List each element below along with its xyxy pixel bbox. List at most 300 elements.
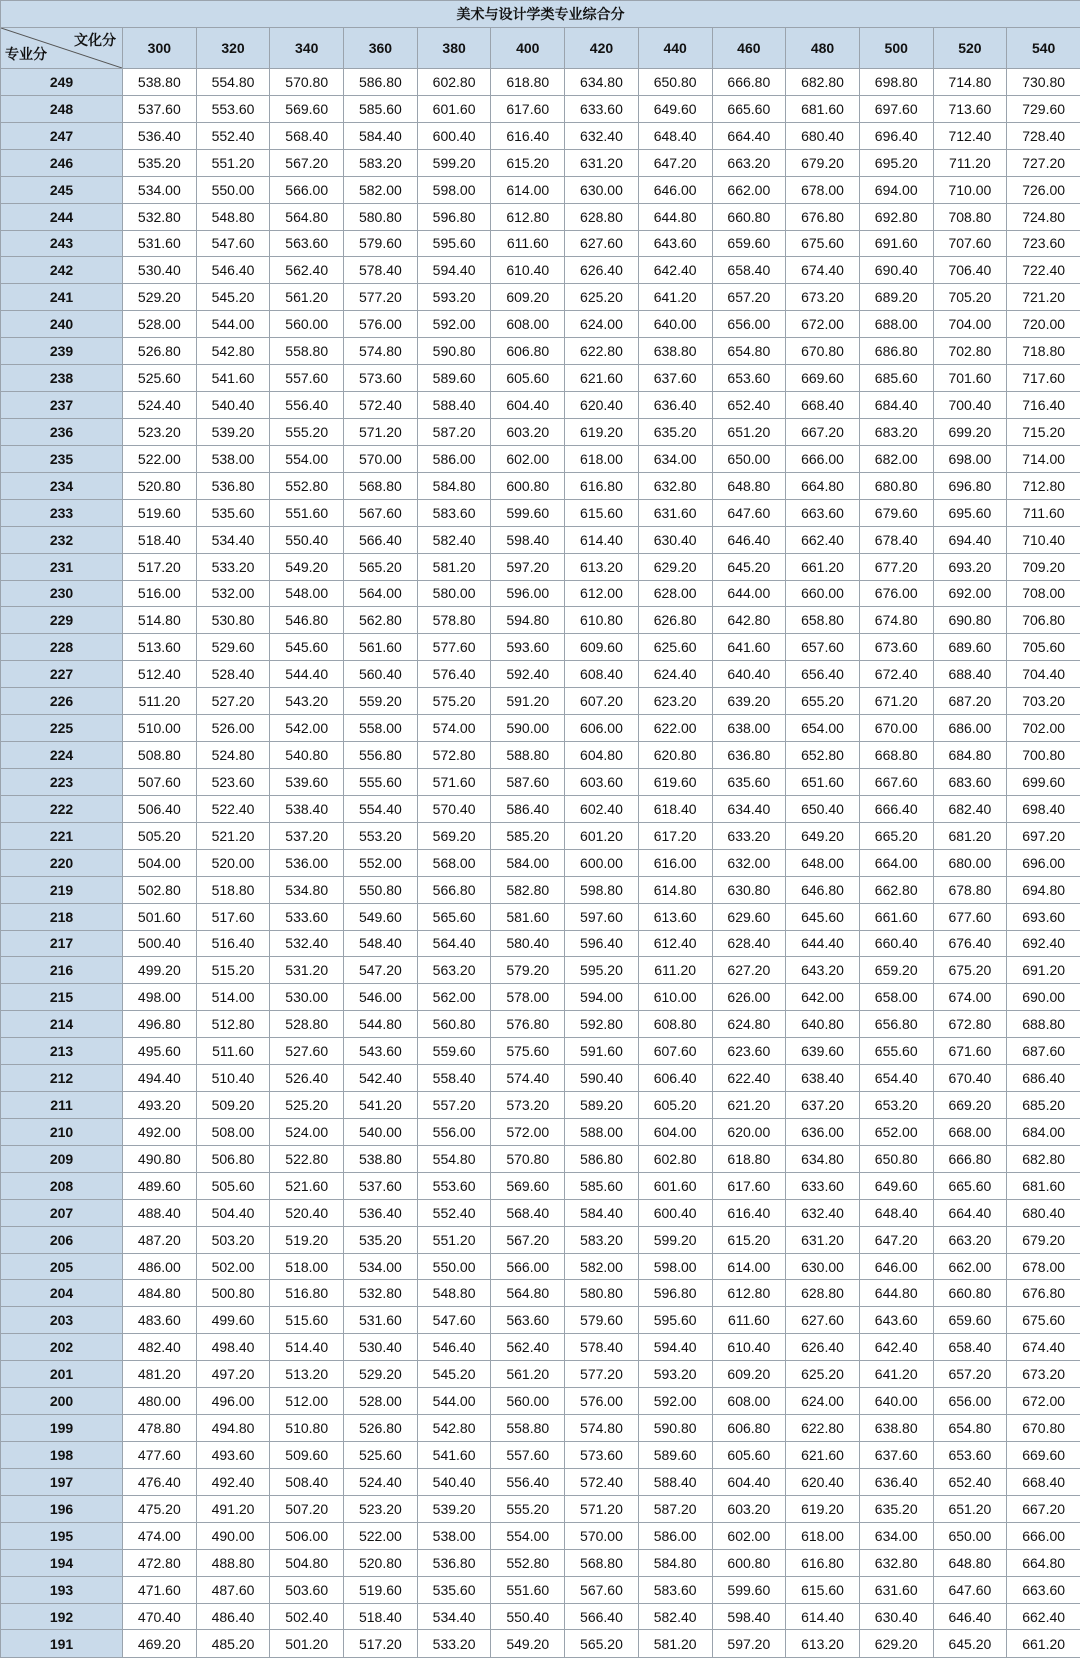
- table-cell: 597.20: [491, 553, 565, 580]
- table-cell: 550.80: [344, 876, 418, 903]
- table-row: [1, 338, 1080, 365]
- table-cell: 698.80: [859, 69, 933, 96]
- table-cell: 626.40: [565, 257, 639, 284]
- table-cell: 662.40: [786, 526, 860, 553]
- table-cell: 562.80: [344, 607, 418, 634]
- table-cell: 649.20: [786, 822, 860, 849]
- table-cell: 640.80: [786, 1011, 860, 1038]
- table-cell: 726.00: [1007, 176, 1080, 203]
- table-cell: 606.80: [712, 1415, 786, 1442]
- table-cell: 677.60: [933, 903, 1007, 930]
- table-cell: 593.60: [491, 634, 565, 661]
- table-cell: 635.60: [712, 768, 786, 795]
- table-cell: 711.20: [933, 149, 1007, 176]
- table-cell: 593.20: [638, 1361, 712, 1388]
- table-cell: 616.00: [638, 849, 712, 876]
- table-cell: 555.20: [270, 418, 344, 445]
- table-row: [1, 365, 1080, 392]
- table-cell: 513.20: [270, 1361, 344, 1388]
- row-header: 241: [1, 284, 123, 311]
- table-row: [1, 69, 1080, 96]
- table-cell: 707.60: [933, 230, 1007, 257]
- table-cell: 724.80: [1007, 203, 1080, 230]
- table-cell: 674.00: [933, 984, 1007, 1011]
- table-cell: 594.40: [638, 1334, 712, 1361]
- table-cell: 670.80: [786, 338, 860, 365]
- table-cell: 653.60: [712, 365, 786, 392]
- table-cell: 503.20: [196, 1226, 270, 1253]
- table-cell: 656.00: [933, 1388, 1007, 1415]
- table-cell: 650.40: [786, 795, 860, 822]
- table-cell: 661.20: [786, 553, 860, 580]
- table-cell: 522.40: [196, 795, 270, 822]
- table-cell: 504.80: [270, 1549, 344, 1576]
- table-cell: 638.00: [712, 715, 786, 742]
- table-cell: 662.00: [712, 176, 786, 203]
- table-cell: 627.60: [565, 230, 639, 257]
- table-cell: 675.60: [1007, 1307, 1080, 1334]
- table-cell: 554.80: [196, 69, 270, 96]
- row-header: 217: [1, 930, 123, 957]
- table-cell: 557.60: [491, 1442, 565, 1469]
- table-cell: 627.20: [712, 957, 786, 984]
- table-cell: 598.40: [712, 1603, 786, 1630]
- table-cell: 592.80: [565, 1011, 639, 1038]
- table-cell: 483.60: [123, 1307, 197, 1334]
- table-cell: 715.20: [1007, 418, 1080, 445]
- table-cell: 634.80: [786, 1145, 860, 1172]
- table-cell: 498.40: [196, 1334, 270, 1361]
- table-cell: 572.80: [417, 742, 491, 769]
- table-row: [1, 768, 1080, 795]
- table-cell: 536.40: [344, 1199, 418, 1226]
- table-cell: 658.40: [933, 1334, 1007, 1361]
- table-cell: 689.20: [859, 284, 933, 311]
- table-cell: 661.20: [1007, 1630, 1080, 1658]
- table-cell: 525.20: [270, 1092, 344, 1119]
- table-cell: 558.40: [417, 1065, 491, 1092]
- table-cell: 714.80: [933, 69, 1007, 96]
- culture-score-label: 文化分: [74, 32, 116, 48]
- table-cell: 672.00: [1007, 1388, 1080, 1415]
- table-cell: 664.00: [859, 849, 933, 876]
- table-cell: 692.40: [1007, 930, 1080, 957]
- table-cell: 684.00: [1007, 1118, 1080, 1145]
- table-cell: 489.60: [123, 1172, 197, 1199]
- table-cell: 615.20: [491, 149, 565, 176]
- column-header: 540: [1007, 28, 1080, 69]
- table-cell: 631.60: [638, 499, 712, 526]
- table-cell: 522.00: [344, 1522, 418, 1549]
- column-header: 520: [933, 28, 1007, 69]
- table-cell: 648.80: [712, 472, 786, 499]
- table-cell: 596.00: [491, 580, 565, 607]
- table-cell: 594.00: [565, 984, 639, 1011]
- table-cell: 549.60: [344, 903, 418, 930]
- table-row: [1, 257, 1080, 284]
- table-cell: 676.80: [786, 203, 860, 230]
- table-cell: 542.40: [344, 1065, 418, 1092]
- table-cell: 537.20: [270, 822, 344, 849]
- table-cell: 614.00: [712, 1253, 786, 1280]
- table-cell: 696.80: [933, 472, 1007, 499]
- table-cell: 518.40: [344, 1603, 418, 1630]
- table-cell: 519.60: [344, 1576, 418, 1603]
- table-cell: 688.80: [1007, 1011, 1080, 1038]
- table-cell: 541.60: [417, 1442, 491, 1469]
- table-cell: 612.80: [712, 1280, 786, 1307]
- table-cell: 540.80: [270, 742, 344, 769]
- table-cell: 542.80: [417, 1415, 491, 1442]
- row-header: 223: [1, 768, 123, 795]
- table-cell: 504.40: [196, 1199, 270, 1226]
- table-cell: 477.60: [123, 1442, 197, 1469]
- table-cell: 604.40: [712, 1468, 786, 1495]
- table-cell: 690.80: [933, 607, 1007, 634]
- table-cell: 664.80: [1007, 1549, 1080, 1576]
- table-cell: 522.00: [123, 445, 197, 472]
- table-cell: 717.60: [1007, 365, 1080, 392]
- column-header: 340: [270, 28, 344, 69]
- table-cell: 532.40: [270, 930, 344, 957]
- table-cell: 625.60: [638, 634, 712, 661]
- table-cell: 662.80: [859, 876, 933, 903]
- table-cell: 535.20: [344, 1226, 418, 1253]
- table-cell: 521.20: [196, 822, 270, 849]
- table-cell: 630.40: [859, 1603, 933, 1630]
- table-cell: 503.60: [270, 1576, 344, 1603]
- table-cell: 538.80: [344, 1145, 418, 1172]
- table-cell: 591.60: [565, 1038, 639, 1065]
- table-cell: 590.80: [638, 1415, 712, 1442]
- table-cell: 533.20: [196, 553, 270, 580]
- table-cell: 518.80: [196, 876, 270, 903]
- table-row: [1, 1576, 1080, 1603]
- table-cell: 518.00: [270, 1253, 344, 1280]
- table-cell: 609.20: [491, 284, 565, 311]
- table-cell: 619.20: [565, 418, 639, 445]
- table-cell: 666.00: [786, 445, 860, 472]
- table-cell: 510.80: [270, 1415, 344, 1442]
- table-cell: 657.20: [712, 284, 786, 311]
- table-cell: 705.60: [1007, 634, 1080, 661]
- table-row: [1, 472, 1080, 499]
- table-cell: 698.40: [1007, 795, 1080, 822]
- table-cell: 548.40: [344, 930, 418, 957]
- table-cell: 647.20: [638, 149, 712, 176]
- table-cell: 560.80: [417, 1011, 491, 1038]
- table-cell: 510.00: [123, 715, 197, 742]
- table-cell: 575.60: [491, 1038, 565, 1065]
- table-cell: 520.80: [344, 1549, 418, 1576]
- row-header: 232: [1, 526, 123, 553]
- table-cell: 639.20: [712, 688, 786, 715]
- table-cell: 529.20: [123, 284, 197, 311]
- table-cell: 699.20: [933, 418, 1007, 445]
- table-cell: 520.40: [270, 1199, 344, 1226]
- table-cell: 577.60: [417, 634, 491, 661]
- table-cell: 586.80: [565, 1145, 639, 1172]
- table-cell: 588.40: [638, 1468, 712, 1495]
- table-cell: 630.40: [638, 526, 712, 553]
- table-cell: 484.80: [123, 1280, 197, 1307]
- table-cell: 584.40: [344, 122, 418, 149]
- table-cell: 679.20: [1007, 1226, 1080, 1253]
- table-cell: 570.40: [417, 795, 491, 822]
- table-cell: 618.00: [786, 1522, 860, 1549]
- table-cell: 592.00: [638, 1388, 712, 1415]
- table-cell: 568.00: [417, 849, 491, 876]
- table-cell: 695.60: [933, 499, 1007, 526]
- table-cell: 586.80: [344, 69, 418, 96]
- table-row: [1, 1038, 1080, 1065]
- table-cell: 570.80: [270, 69, 344, 96]
- table-cell: 549.20: [491, 1630, 565, 1658]
- table-row: [1, 822, 1080, 849]
- table-cell: 485.20: [196, 1630, 270, 1658]
- table-cell: 566.80: [417, 876, 491, 903]
- table-cell: 683.60: [933, 768, 1007, 795]
- table-cell: 508.00: [196, 1118, 270, 1145]
- table-cell: 556.80: [344, 742, 418, 769]
- table-cell: 611.60: [491, 230, 565, 257]
- table-cell: 586.00: [417, 445, 491, 472]
- table-cell: 578.80: [417, 607, 491, 634]
- table-cell: 609.20: [712, 1361, 786, 1388]
- table-cell: 532.00: [196, 580, 270, 607]
- table-cell: 626.80: [638, 607, 712, 634]
- table-cell: 695.20: [859, 149, 933, 176]
- table-cell: 712.40: [933, 122, 1007, 149]
- table-cell: 602.40: [565, 795, 639, 822]
- table-cell: 610.40: [491, 257, 565, 284]
- table-cell: 494.40: [123, 1065, 197, 1092]
- table-cell: 654.40: [859, 1065, 933, 1092]
- table-row: [1, 634, 1080, 661]
- table-cell: 644.40: [786, 930, 860, 957]
- column-header: 400: [491, 28, 565, 69]
- table-cell: 676.80: [1007, 1280, 1080, 1307]
- table-row: [1, 607, 1080, 634]
- row-header: 225: [1, 715, 123, 742]
- column-header: 320: [196, 28, 270, 69]
- table-cell: 471.60: [123, 1576, 197, 1603]
- table-cell: 664.80: [786, 472, 860, 499]
- table-cell: 481.20: [123, 1361, 197, 1388]
- table-cell: 670.40: [933, 1065, 1007, 1092]
- table-cell: 658.80: [786, 607, 860, 634]
- table-cell: 508.80: [123, 742, 197, 769]
- row-header: 240: [1, 311, 123, 338]
- table-cell: 553.60: [417, 1172, 491, 1199]
- table-cell: 539.20: [417, 1495, 491, 1522]
- table-cell: 600.80: [712, 1549, 786, 1576]
- table-cell: 589.60: [417, 365, 491, 392]
- table-row: [1, 1199, 1080, 1226]
- table-cell: 595.20: [565, 957, 639, 984]
- table-cell: 567.20: [491, 1226, 565, 1253]
- column-header: 360: [344, 28, 418, 69]
- table-cell: 680.80: [859, 472, 933, 499]
- table-cell: 606.00: [565, 715, 639, 742]
- table-cell: 475.20: [123, 1495, 197, 1522]
- table-cell: 612.00: [565, 580, 639, 607]
- table-cell: 647.60: [933, 1576, 1007, 1603]
- table-cell: 517.60: [196, 903, 270, 930]
- table-cell: 665.60: [933, 1172, 1007, 1199]
- table-cell: 502.40: [270, 1603, 344, 1630]
- row-header: 220: [1, 849, 123, 876]
- table-cell: 553.20: [344, 822, 418, 849]
- table-cell: 649.60: [638, 95, 712, 122]
- table-cell: 608.00: [712, 1388, 786, 1415]
- table-cell: 569.60: [491, 1172, 565, 1199]
- table-cell: 600.80: [491, 472, 565, 499]
- table-cell: 703.20: [1007, 688, 1080, 715]
- table-cell: 684.40: [859, 392, 933, 419]
- table-row: [1, 392, 1080, 419]
- table-cell: 565.20: [344, 553, 418, 580]
- table-cell: 512.00: [270, 1388, 344, 1415]
- table-cell: 694.00: [859, 176, 933, 203]
- table-cell: 646.40: [712, 526, 786, 553]
- table-cell: 655.20: [786, 688, 860, 715]
- table-row: [1, 849, 1080, 876]
- table-cell: 616.80: [565, 472, 639, 499]
- row-header: 209: [1, 1145, 123, 1172]
- row-header: 212: [1, 1065, 123, 1092]
- table-cell: 571.60: [417, 768, 491, 795]
- table-cell: 552.80: [270, 472, 344, 499]
- column-header: 500: [859, 28, 933, 69]
- table-row: [1, 1092, 1080, 1119]
- table-cell: 693.60: [1007, 903, 1080, 930]
- table-cell: 510.40: [196, 1065, 270, 1092]
- table-cell: 654.80: [933, 1415, 1007, 1442]
- table-row: [1, 1630, 1080, 1658]
- row-header: 234: [1, 472, 123, 499]
- table-cell: 620.00: [712, 1118, 786, 1145]
- table-cell: 605.60: [712, 1442, 786, 1469]
- table-cell: 578.00: [491, 984, 565, 1011]
- table-row: [1, 95, 1080, 122]
- table-cell: 526.40: [270, 1065, 344, 1092]
- table-row: [1, 1118, 1080, 1145]
- table-row: [1, 1361, 1080, 1388]
- table-cell: 636.00: [786, 1118, 860, 1145]
- table-cell: 634.00: [859, 1522, 933, 1549]
- table-cell: 640.40: [712, 661, 786, 688]
- table-cell: 669.60: [786, 365, 860, 392]
- table-cell: 599.20: [417, 149, 491, 176]
- table-cell: 670.80: [1007, 1415, 1080, 1442]
- row-header: 211: [1, 1092, 123, 1119]
- table-cell: 636.80: [712, 742, 786, 769]
- table-cell: 548.80: [417, 1280, 491, 1307]
- table-cell: 480.00: [123, 1388, 197, 1415]
- table-cell: 642.40: [638, 257, 712, 284]
- table-cell: 608.40: [565, 661, 639, 688]
- table-cell: 716.40: [1007, 392, 1080, 419]
- table-cell: 530.40: [123, 257, 197, 284]
- table-cell: 680.40: [1007, 1199, 1080, 1226]
- table-cell: 704.40: [1007, 661, 1080, 688]
- table-cell: 544.80: [344, 1011, 418, 1038]
- table-cell: 535.20: [123, 149, 197, 176]
- table-cell: 686.80: [859, 338, 933, 365]
- table-cell: 620.40: [565, 392, 639, 419]
- table-cell: 601.60: [638, 1172, 712, 1199]
- row-header: 205: [1, 1253, 123, 1280]
- table-cell: 583.60: [417, 499, 491, 526]
- table-cell: 584.40: [565, 1199, 639, 1226]
- table-cell: 588.00: [565, 1118, 639, 1145]
- table-cell: 532.80: [344, 1280, 418, 1307]
- table-cell: 551.60: [270, 499, 344, 526]
- table-cell: 637.20: [786, 1092, 860, 1119]
- table-cell: 569.60: [270, 95, 344, 122]
- table-cell: 556.40: [491, 1468, 565, 1495]
- table-row: [1, 1334, 1080, 1361]
- table-cell: 589.20: [565, 1092, 639, 1119]
- table-row: [1, 1280, 1080, 1307]
- table-cell: 583.20: [565, 1226, 639, 1253]
- table-cell: 629.20: [859, 1630, 933, 1658]
- table-cell: 578.40: [344, 257, 418, 284]
- table-cell: 650.00: [712, 445, 786, 472]
- table-cell: 650.80: [638, 69, 712, 96]
- table-cell: 562.00: [417, 984, 491, 1011]
- row-header: 200: [1, 1388, 123, 1415]
- table-cell: 566.00: [491, 1253, 565, 1280]
- column-header: 300: [123, 28, 197, 69]
- table-cell: 687.20: [933, 688, 1007, 715]
- table-cell: 652.80: [786, 742, 860, 769]
- table-cell: 568.40: [491, 1199, 565, 1226]
- table-cell: 611.20: [638, 957, 712, 984]
- table-cell: 556.00: [417, 1118, 491, 1145]
- table-cell: 669.20: [933, 1092, 1007, 1119]
- table-cell: 582.80: [491, 876, 565, 903]
- table-cell: 586.00: [638, 1522, 712, 1549]
- table-cell: 491.20: [196, 1495, 270, 1522]
- table-cell: 519.60: [123, 499, 197, 526]
- table-cell: 561.60: [344, 634, 418, 661]
- table-cell: 651.60: [786, 768, 860, 795]
- table-cell: 660.80: [712, 203, 786, 230]
- table-cell: 650.00: [933, 1522, 1007, 1549]
- table-cell: 488.80: [196, 1549, 270, 1576]
- table-cell: 628.00: [638, 580, 712, 607]
- table-cell: 579.60: [565, 1307, 639, 1334]
- table-cell: 604.40: [491, 392, 565, 419]
- table-cell: 574.40: [491, 1065, 565, 1092]
- table-cell: 544.00: [196, 311, 270, 338]
- table-row: [1, 526, 1080, 553]
- table-cell: 672.40: [859, 661, 933, 688]
- row-header: 236: [1, 418, 123, 445]
- table-cell: 504.00: [123, 849, 197, 876]
- table-cell: 641.20: [638, 284, 712, 311]
- table-cell: 584.80: [638, 1549, 712, 1576]
- table-cell: 526.00: [196, 715, 270, 742]
- table-cell: 630.00: [565, 176, 639, 203]
- table-cell: 563.20: [417, 957, 491, 984]
- table-cell: 729.60: [1007, 95, 1080, 122]
- table-cell: 687.60: [1007, 1038, 1080, 1065]
- table-cell: 657.20: [933, 1361, 1007, 1388]
- table-cell: 534.00: [123, 176, 197, 203]
